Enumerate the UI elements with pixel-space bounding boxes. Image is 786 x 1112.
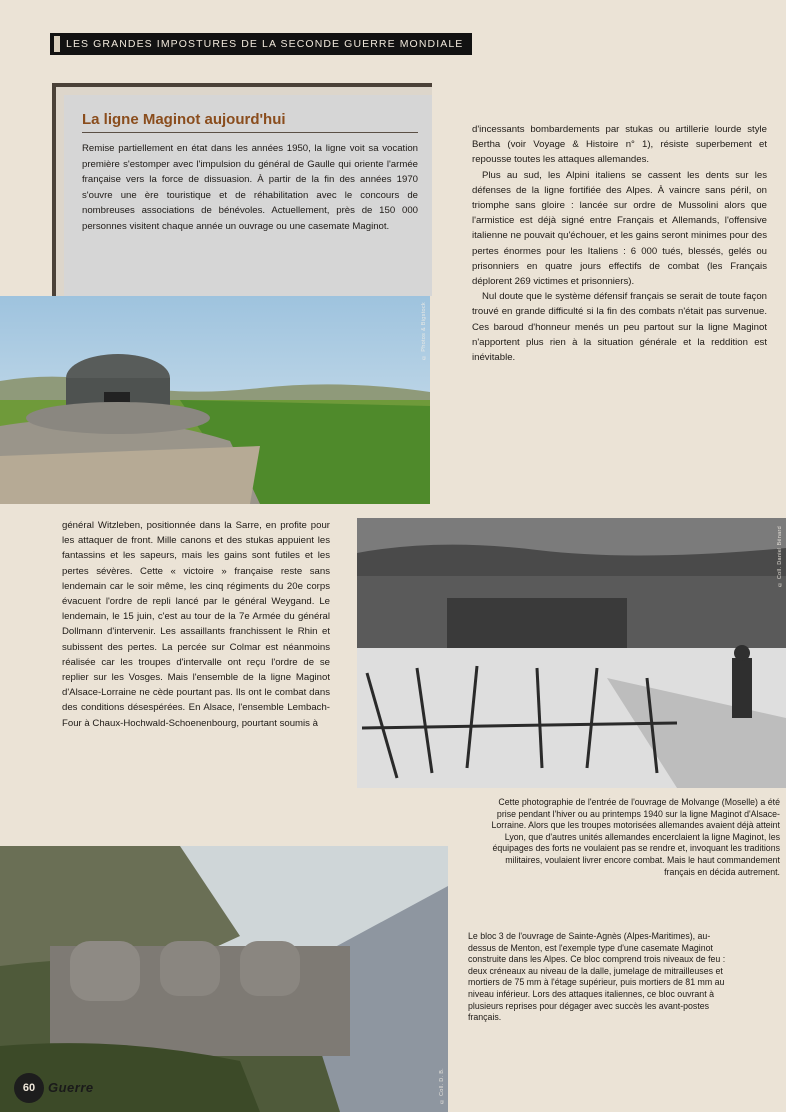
photo-caption: Cette photographie de l'entrée de l'ouvrage de Molvange (Moselle) a été prise pendant l'hiver ou au printemps 1940 sur la ligne Maginot d'Alsace-Lorraine. Alors que les troupes motorisées allemandes avaient déjà atteint Lyon, que d'autres unités allemandes encerclaient la ligne Maginot, les équipages des forts ne voulaient pas se rendre et, invoquant les traditions militaires, voulaient livrer encore combat. Mais le haut commandement français en décida autrement. — [491, 797, 780, 877]
section-header-marker — [54, 36, 60, 52]
article-paragraph: Plus au sud, les Alpini italiens se cassent les dents sur les défenses de la ligne fortifiée des Alpes. À vaincre sans péril, on triomphe sans gloire : lancée sur ordre de Mussolini alors que l'armistice est déjà signé entre Français et Allemands, l'offensive italienne ne pouvait qu'échouer, et les gains seront minimes pour des pertes énormes pour les Italiens : 6 000 tués, blessés, gelés ou prisonniers en quatre jours effectifs de combat (les Français déplorent 269 victimes et prisonniers). — [472, 169, 767, 288]
photo-alpine-casemate — [0, 846, 448, 1112]
page-number: 60 — [14, 1073, 44, 1103]
photo-caption: Le bloc 3 de l'ouvrage de Sainte-Agnès (Alpes-Maritimes), au-dessus de Menton, est l'exemple type d'une casemate Maginot construite dans les Alpes. Ce bloc comprend trois niveaux de feu : deux créneaux au niveau de la dalle, jumelage de mitrailleuses et mortiers de 75 mm à l'étage supérieur, puis mortiers de 81 mm au niveau inférieur. Lors des attaques italiennes, ce bloc ouvrant à plusieurs reprises pour dégager avec succès les avant-postes français. — [468, 931, 726, 1023]
article-paragraph: d'incessants bombardements par stukas ou artillerie lourde style Bertha (voir Voyage & Histoire n° 1), résiste superbement et repousse toutes les attaques allemandes. — [472, 124, 767, 166]
sidebar-box-text: Remise partiellement en état dans les années 1950, la ligne voit sa vocation première s'estomper avec l'impulsion du général de Gaulle qui oriente l'armée française vers la force de dissuasion. À partir de la fin des années 1970 s'ouvre une ère touristique et de réhabilitation avec le concours de nombreuses associations de bénévoles. Actuellement, près de 150 000 personnes visitent chaque année un ouvrage ou une casemate Maginot. — [82, 143, 418, 232]
photo-credit: © Coll. D. B. — [439, 1067, 445, 1104]
sidebar-box-title: La ligne Maginot aujourd'hui — [82, 111, 286, 128]
article-paragraph: général Witzleben, positionnée dans la Sarre, en profite pour les attaquer de front. Mille canons et des stukas appuient les fantassins et les sapeurs, mais les gains sont futiles et les pertes sévères. Cette « victoire » française reste sans lendemain car le soir même, les cinq régiments du 20e corps évacuent l'ordre de repli lancé par le général Weygand. Le lendemain, le 15 juin, c'est au tour de la 7e Armée du général Dollmann d'intervenir. Les assaillants franchissent le Rhin et subissent des pertes. La percée sur Colmar est néanmoins réalisée car les troupes d'intervalle ont reçu l'ordre de se replier sur les Vosges. Mais l'ensemble de la ligne Maginot d'Alsace-Lorraine ne cède pourtant pas. Ils ont le combat dans des conditions désespérées. En Alsace, l'ensemble Lembach-Four à Chaux-Hochwald-Schoenenbourg, pourtant soumis à — [62, 520, 330, 729]
article-column-middle — [62, 518, 330, 731]
photo-bunker-field — [0, 296, 430, 504]
article-column-right — [472, 122, 767, 365]
photo-fort-entrance — [357, 518, 786, 788]
sidebar-box-rule — [82, 132, 418, 133]
article-paragraph: Nul doute que le système défensif français se serait de toute façon trouvé en grande difficulté si la fin des combats n'était pas survenue. Ces baroud d'honneur menés un peu partout sur la ligne Maginot n'apportent plus rien à la situation générale et la reddition est inévitable. — [472, 291, 767, 364]
section-header-title: LES GRANDES IMPOSTURES DE LA SECONDE GUERRE MONDIALE — [66, 38, 464, 50]
photo-credit: © Coll. Daniel Bénard — [777, 526, 783, 588]
magazine-brand: Guerre — [48, 1080, 94, 1095]
sidebar-box — [64, 95, 432, 296]
photo-credit: © Photos & Bigstock — [421, 302, 427, 360]
